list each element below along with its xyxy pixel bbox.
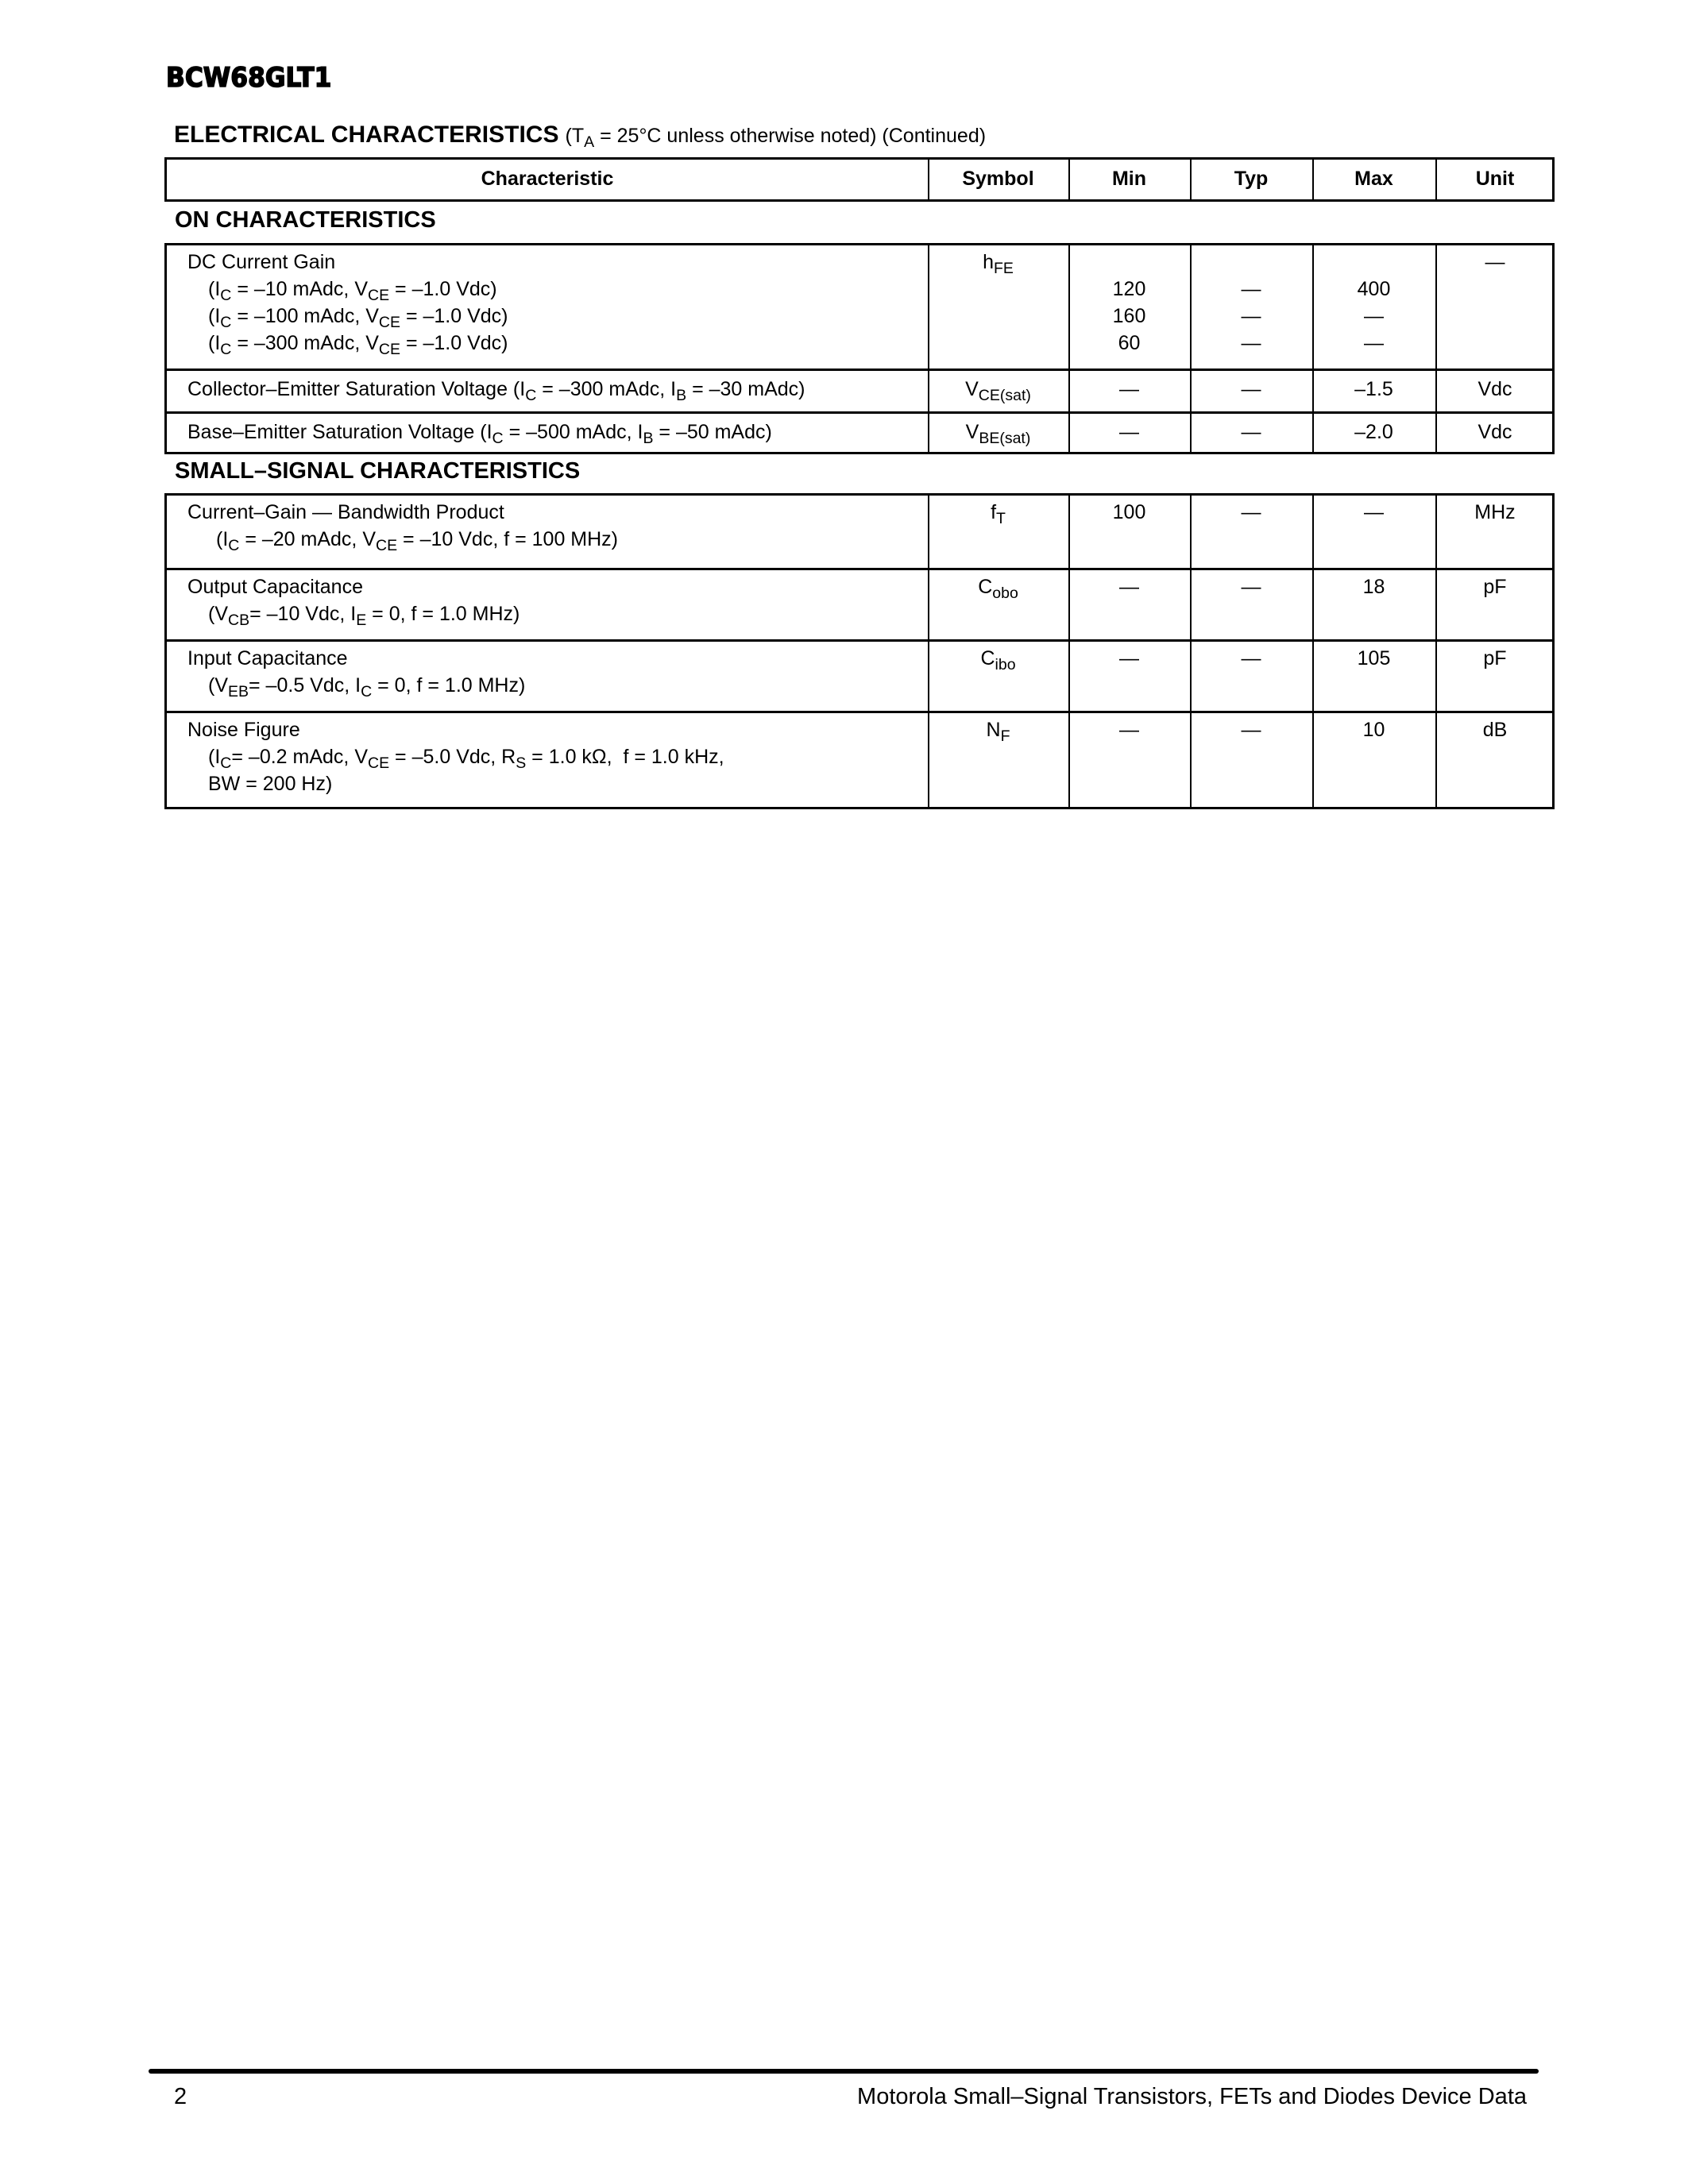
unit-cell: Vdc xyxy=(1477,421,1512,443)
symbol-cell: $C_{ibo}$ xyxy=(980,647,1016,674)
unit-cell: Vdc xyxy=(1477,378,1512,400)
column-header-min: Min xyxy=(1111,168,1147,190)
footer-publication: Motorola Small–Signal Transistors, FETs and Diodes Device Data xyxy=(857,2084,1527,2109)
symbol-cell: $V_{BE(sat)}$ xyxy=(965,421,1031,448)
condition-line: ($V_{EB}= -0.5$ Vdc, $I_C = 0$, f = 1.0 MHz) xyxy=(208,674,526,701)
min-cell: — xyxy=(1119,647,1139,669)
condition-line: ($I_C = -300$ mAdc, $V_{CE} = -1.0$ Vdc) xyxy=(208,332,508,359)
symbol-cell: $h_{FE}$ xyxy=(983,251,1014,278)
typ-cell: — xyxy=(1241,378,1261,400)
symbol-cell: $N_F$ xyxy=(986,719,1010,746)
characteristic-cell xyxy=(167,570,928,639)
table-row-current-gain-bandwidth xyxy=(167,496,1552,568)
heading-note-sub: A xyxy=(584,133,595,152)
max-value: 400 xyxy=(1357,278,1391,300)
unit-cell: dB xyxy=(1482,719,1508,741)
condition-line: BW = 200 Hz) xyxy=(208,773,333,795)
max-cell xyxy=(1312,245,1435,369)
electrical-characteristics-heading xyxy=(174,121,986,150)
min-value: 60 xyxy=(1118,332,1141,354)
typ-cell: — xyxy=(1241,719,1261,741)
heading-note xyxy=(565,125,987,152)
characteristic-label: Base–Emitter Saturation Voltage ($I_C = -500$ mAdc, $I_B = -50$ mAdc) xyxy=(187,421,772,448)
min-value: 120 xyxy=(1112,278,1146,300)
characteristic-cell xyxy=(167,713,928,807)
typ-value: — xyxy=(1241,332,1261,354)
characteristic-cell xyxy=(167,414,928,454)
typ-value: — xyxy=(1241,305,1261,327)
column-header-max: Max xyxy=(1354,168,1393,190)
typ-cell: — xyxy=(1241,576,1261,598)
column-header-unit: Unit xyxy=(1475,168,1515,190)
heading-note-suffix: = 25°C unless otherwise noted) (Continued) xyxy=(594,125,987,147)
condition-line: ($V_{CB}= -10$ Vdc, $I_E = 0$, f = 1.0 MHz) xyxy=(208,603,520,630)
max-value: — xyxy=(1364,305,1384,327)
symbol-cell: $V_{CE(sat)}$ xyxy=(965,378,1031,405)
symbol-cell: $f_T$ xyxy=(991,501,1006,528)
group-title-on-characteristics: ON CHARACTERISTICS xyxy=(175,207,436,233)
characteristic-label: Output Capacitance xyxy=(187,576,363,598)
heading-note-prefix: (T xyxy=(565,125,585,147)
symbol-cell: $C_{obo}$ xyxy=(978,576,1018,603)
min-cell xyxy=(1068,245,1190,369)
page-number: 2 xyxy=(174,2084,187,2109)
table-row-noise-figure xyxy=(167,711,1552,807)
min-cell: — xyxy=(1119,719,1139,741)
unit-cell: pF xyxy=(1483,647,1507,669)
on-characteristics-table xyxy=(164,243,1555,454)
max-cell: — xyxy=(1364,501,1384,523)
condition-line: ($I_C= -0.2$ mAdc, $V_{CE} = -5.0$ Vdc, $R_S = 1.0$ kΩ, f = 1.0 kHz, xyxy=(208,746,724,773)
min-cell: 100 xyxy=(1112,501,1146,523)
typ-cell: — xyxy=(1241,501,1261,523)
table-row-vbe-sat xyxy=(167,411,1552,454)
group-title-small-signal-characteristics: SMALL–SIGNAL CHARACTERISTICS xyxy=(175,458,581,484)
characteristic-cell xyxy=(167,496,928,568)
min-cell: — xyxy=(1119,576,1139,598)
table-row-output-capacitance xyxy=(167,568,1552,639)
max-value: — xyxy=(1364,332,1384,354)
typ-cell xyxy=(1190,245,1312,369)
typ-value: — xyxy=(1241,278,1261,300)
table-row-input-capacitance xyxy=(167,639,1552,711)
column-header-characteristic: Characteristic xyxy=(481,168,614,190)
characteristic-cell xyxy=(167,245,928,369)
condition-line: ($I_C = -100$ mAdc, $V_{CE} = -1.0$ Vdc) xyxy=(208,305,508,332)
table-header xyxy=(164,157,1555,202)
min-cell: — xyxy=(1119,378,1139,400)
unit-cell: pF xyxy=(1483,576,1507,598)
unit-cell: — xyxy=(1485,251,1505,273)
max-cell: –1.5 xyxy=(1354,378,1393,400)
typ-cell: — xyxy=(1241,421,1261,443)
column-header-symbol: Symbol xyxy=(962,168,1034,190)
characteristic-label: Current–Gain — Bandwidth Product xyxy=(187,501,504,523)
min-value: 160 xyxy=(1112,305,1146,327)
part-number-title: BCW68GLT1 xyxy=(166,62,332,94)
min-cell: — xyxy=(1119,421,1139,443)
max-cell: 10 xyxy=(1362,719,1385,741)
characteristic-cell xyxy=(167,371,928,411)
heading-bold: ELECTRICAL CHARACTERISTICS xyxy=(174,122,559,148)
characteristic-cell xyxy=(167,642,928,711)
unit-cell: MHz xyxy=(1474,501,1516,523)
max-cell: 18 xyxy=(1362,576,1385,598)
characteristic-label: Collector–Emitter Saturation Voltage ($I_C = -300$ mAdc, $I_B = -30$ mAdc) xyxy=(187,378,805,405)
footer-rule xyxy=(149,2069,1539,2074)
table-row-vce-sat xyxy=(167,369,1552,411)
max-cell: –2.0 xyxy=(1354,421,1393,443)
small-signal-characteristics-table xyxy=(164,493,1555,809)
condition-line: ($I_C = -10$ mAdc, $V_{CE} = -1.0$ Vdc) xyxy=(208,278,497,305)
condition-line: ($I_C = -20$ mAdc, $V_{CE} = -10$ Vdc, f = 100 MHz) xyxy=(216,528,619,555)
table-row-dc-current-gain xyxy=(167,245,1552,369)
max-cell: 105 xyxy=(1357,647,1391,669)
characteristic-label: DC Current Gain xyxy=(187,251,336,273)
characteristic-label: Input Capacitance xyxy=(187,647,348,669)
typ-cell: — xyxy=(1241,647,1261,669)
characteristic-label: Noise Figure xyxy=(187,719,300,741)
column-header-typ: Typ xyxy=(1234,168,1269,190)
